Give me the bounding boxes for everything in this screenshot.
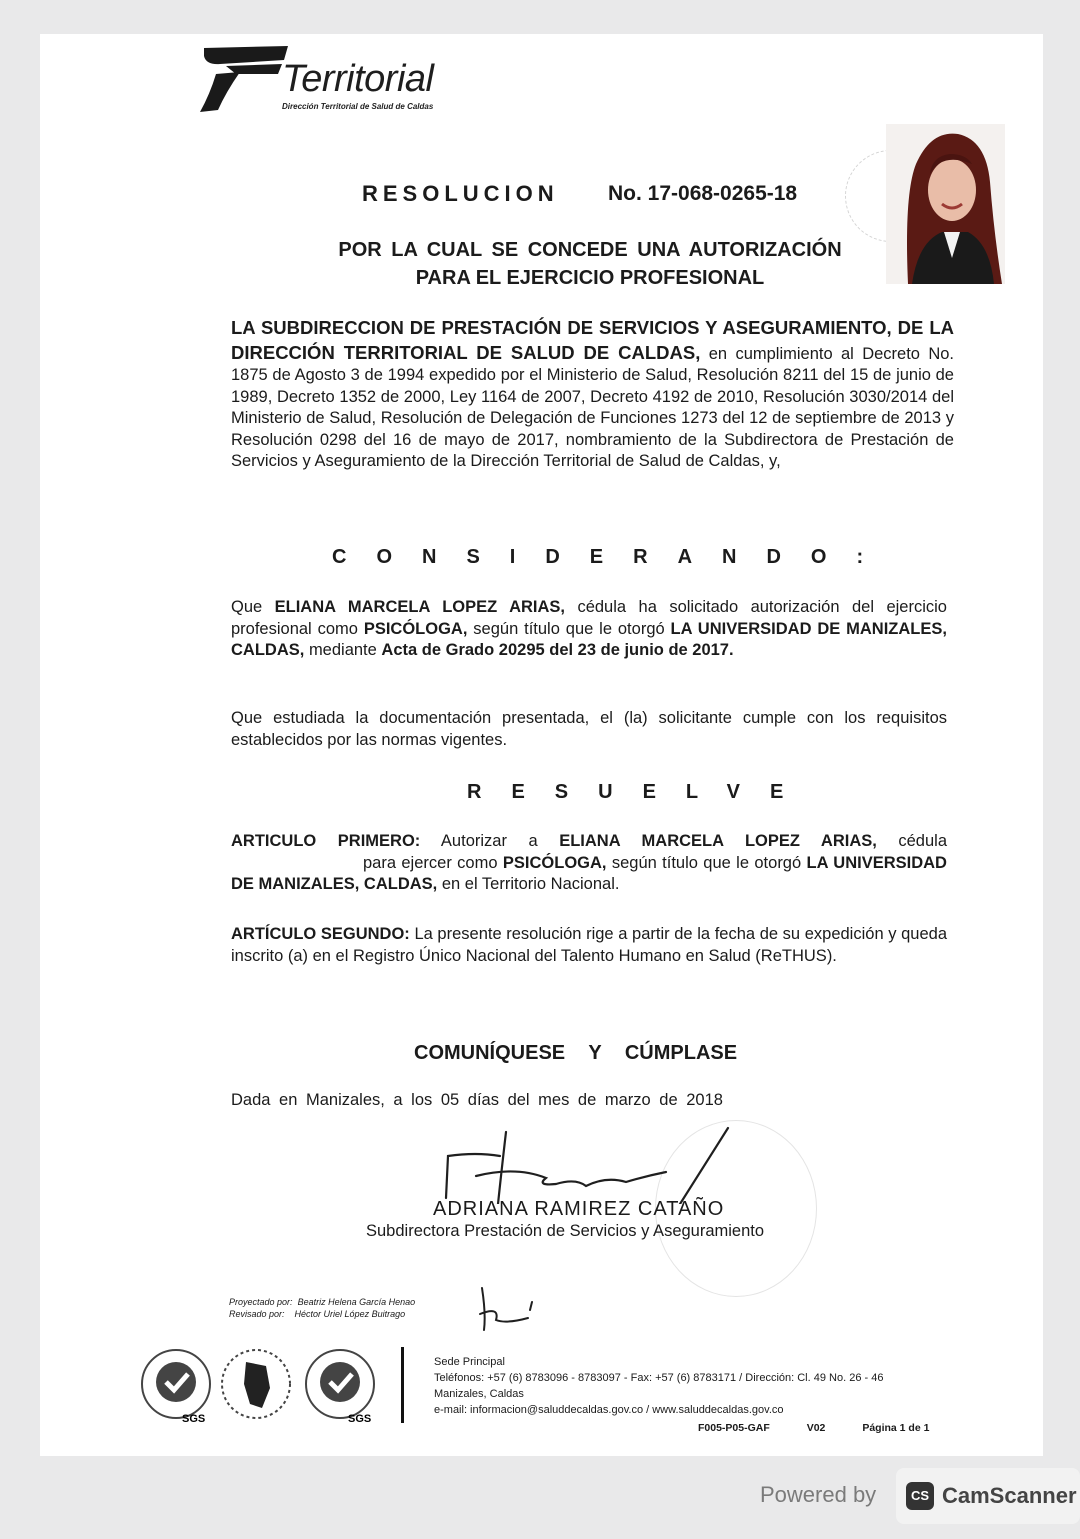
text-fragment: para ejercer como <box>363 853 498 872</box>
revisado-name: Héctor Uriel López Buitrago <box>294 1309 406 1319</box>
preamble-text: en cumplimiento al Decreto No. 1875 de Agosto 3 de 1994 expedido por el Ministerio de Salud, Resolución 8211 del 15 de junio de 1989, Decreto 1352 de 2000, Ley 1164 de 2007, Decreto 4192 de 2010, Resolución 3030/2014 del Ministerio de Salud, Resolución de Delegación de Funciones 1273 del 12 de septiembre de 2013 y Resolución 0298 del 16 de mayo de 2017, nombramiento de la Subdirectora de Prestación de Servicios y Aseguramiento de la Dirección Territorial de Salud de Caldas, y, <box>231 344 954 470</box>
resolution-number: No. 17-068-0265-18 <box>608 182 798 205</box>
text-fragment: mediante <box>308 641 377 659</box>
camscanner-brand: CamScanner <box>942 1483 1077 1508</box>
logo-subtitle: Dirección Territorial de Salud de Caldas <box>282 102 434 111</box>
certification-logos <box>138 1348 378 1426</box>
text-fragment: según título que le otorgó <box>473 619 665 638</box>
proyectado-label: Proyectado por: <box>229 1297 293 1307</box>
text-fragment: según título que le otorgó <box>611 853 802 872</box>
footer-divider <box>401 1347 404 1423</box>
footer-email: e-mail: informacion@saluddecaldas.gov.co / www.saluddecaldas.gov.co <box>434 1404 784 1416</box>
text-fragment: cédula <box>898 832 947 850</box>
revisado-line <box>229 1308 415 1320</box>
page-indicator: Página 1 de 1 <box>862 1422 930 1434</box>
form-version: V02 <box>806 1422 826 1434</box>
applicant-name: ELIANA MARCELA LOPEZ ARIAS, <box>274 598 565 616</box>
form-code: F005-P05-GAF <box>698 1422 770 1434</box>
logo-text: Territorial <box>282 58 434 100</box>
text-fragment: Que <box>231 598 263 616</box>
sgs-label-left: SGS <box>182 1413 206 1425</box>
colombia-map-icon <box>222 1350 290 1418</box>
articulo-segundo-label: ARTÍCULO SEGUNDO: <box>231 925 410 943</box>
preamble-authority: LA SUBDIRECCION DE PRESTACIÓN DE SERVICIOS Y ASEGURAMIENTO, DE LA DIRECCIÓN TERRITORIAL DE SALUD DE CALDAS, <box>231 317 954 363</box>
handwritten-signature <box>436 1126 742 1204</box>
form-codes <box>698 1422 963 1434</box>
resuelve-heading: RESUELVE <box>467 781 814 803</box>
text-fragment: cédula ha solicitado autorización del ejercicio profesional como <box>231 598 947 638</box>
proyectado-name: Beatriz Helena García Henao <box>297 1297 416 1307</box>
resolution-title: RESOLUCION <box>362 181 559 206</box>
considerando-paragraph-1 <box>231 597 947 662</box>
signatory-role: Subdirectora Prestación de Servicios y Aseguramiento <box>366 1222 765 1240</box>
articulo-primero <box>231 831 947 896</box>
text-fragment: en el Territorio Nacional. <box>441 875 620 893</box>
footer-sede: Sede Principal <box>434 1356 505 1368</box>
articulo-primero-label: ARTICULO PRIMERO: <box>231 832 421 850</box>
drafting-credits <box>229 1296 415 1320</box>
sgs-cert-icon <box>142 1350 210 1418</box>
sgs-cert-icon <box>306 1350 374 1418</box>
university: LA UNIVERSIDAD DE MANIZALES, CALDAS, <box>231 619 947 659</box>
considerando-paragraph-2: Que estudiada la documentación presentada, el (la) solicitante cumple con los requisitos establecidos por las normas vigentes. <box>231 709 947 749</box>
subtitle-line-1: POR LA CUAL SE CONCEDE UNA AUTORIZACIÓN <box>338 239 842 261</box>
revisado-label: Revisado por: <box>229 1309 285 1319</box>
profession: PSICÓLOGA, <box>363 619 468 638</box>
preamble <box>231 316 954 473</box>
articulo-segundo-text: La presente resolución rige a partir de la fecha de su expedición y queda inscrito (a) en el Registro Único Nacional del Talento Humano en Salud (ReTHUS). <box>231 925 948 965</box>
footer-ciudad: Manizales, Caldas <box>434 1388 524 1400</box>
comuniquese-heading: COMUNÍQUESE Y CÚMPLASE <box>414 1042 738 1064</box>
articulo-segundo <box>231 924 947 967</box>
territorial-logo-icon <box>196 44 292 114</box>
resolution-subtitle <box>250 236 930 292</box>
profession: PSICÓLOGA, <box>502 853 607 872</box>
applicant-name: ELIANA MARCELA LOPEZ ARIAS, <box>559 832 877 850</box>
footer-contact <box>434 1354 883 1418</box>
acta-de-grado: Acta de Grado 20295 del 23 de junio de 2017. <box>381 641 734 659</box>
sgs-label-right: SGS <box>348 1413 372 1425</box>
proyectado-line <box>229 1296 415 1308</box>
considerando-heading: CONSIDERANDO: <box>332 546 894 568</box>
camscanner-icon: CS <box>906 1482 934 1510</box>
university: LA UNIVERSIDAD DE MANIZALES, CALDAS, <box>231 853 947 893</box>
subtitle-line-2: PARA EL EJERCICIO PROFESIONAL <box>415 267 765 289</box>
text-fragment: Autorizar a <box>440 832 538 850</box>
powered-by-label: Powered by <box>760 1482 877 1507</box>
issue-date-line: Dada en Manizales, a los 05 días del mes de marzo de 2018 <box>231 1091 723 1109</box>
signatory-name: ADRIANA RAMIREZ CATAÑO <box>433 1198 725 1220</box>
reviewer-initials-signature <box>476 1284 540 1334</box>
footer-telefonos: Teléfonos: +57 (6) 8783096 - 8783097 - Fax: +57 (6) 8783171 / Dirección: Cl. 49 No. 26 - 46 <box>434 1372 884 1384</box>
